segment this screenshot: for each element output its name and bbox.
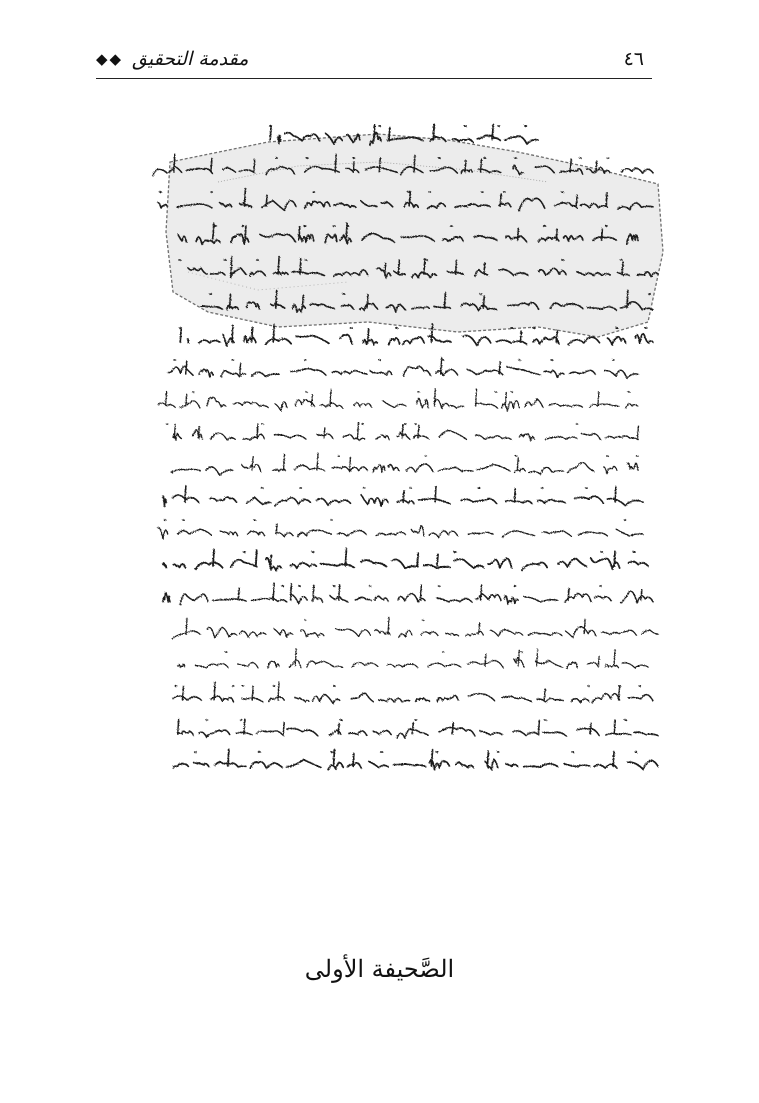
handwriting-line bbox=[166, 423, 638, 441]
manuscript-image bbox=[118, 122, 678, 802]
handwriting-line bbox=[172, 453, 639, 475]
handwriting-line bbox=[168, 358, 638, 378]
manuscript-handwriting-icon bbox=[118, 122, 678, 802]
handwriting-line bbox=[173, 749, 658, 769]
handwriting-line bbox=[163, 583, 653, 605]
page-number: ٤٦ bbox=[623, 48, 644, 70]
diamond-bullets-icon: ◆◆ bbox=[96, 50, 124, 68]
handwriting-line bbox=[158, 520, 643, 539]
figure-caption: الصَّحيفة الأولى bbox=[304, 955, 455, 983]
handwriting-line bbox=[178, 719, 658, 738]
running-title: مقدمة التحقيق bbox=[132, 48, 249, 70]
handwriting-line bbox=[178, 649, 648, 669]
handwriting-line bbox=[172, 617, 658, 638]
handwriting-line bbox=[163, 486, 643, 507]
handwriting-line bbox=[173, 682, 653, 703]
handwriting-line bbox=[158, 389, 638, 411]
handwriting-line bbox=[163, 549, 648, 571]
page-header bbox=[60, 44, 660, 78]
header-rule bbox=[96, 78, 652, 79]
